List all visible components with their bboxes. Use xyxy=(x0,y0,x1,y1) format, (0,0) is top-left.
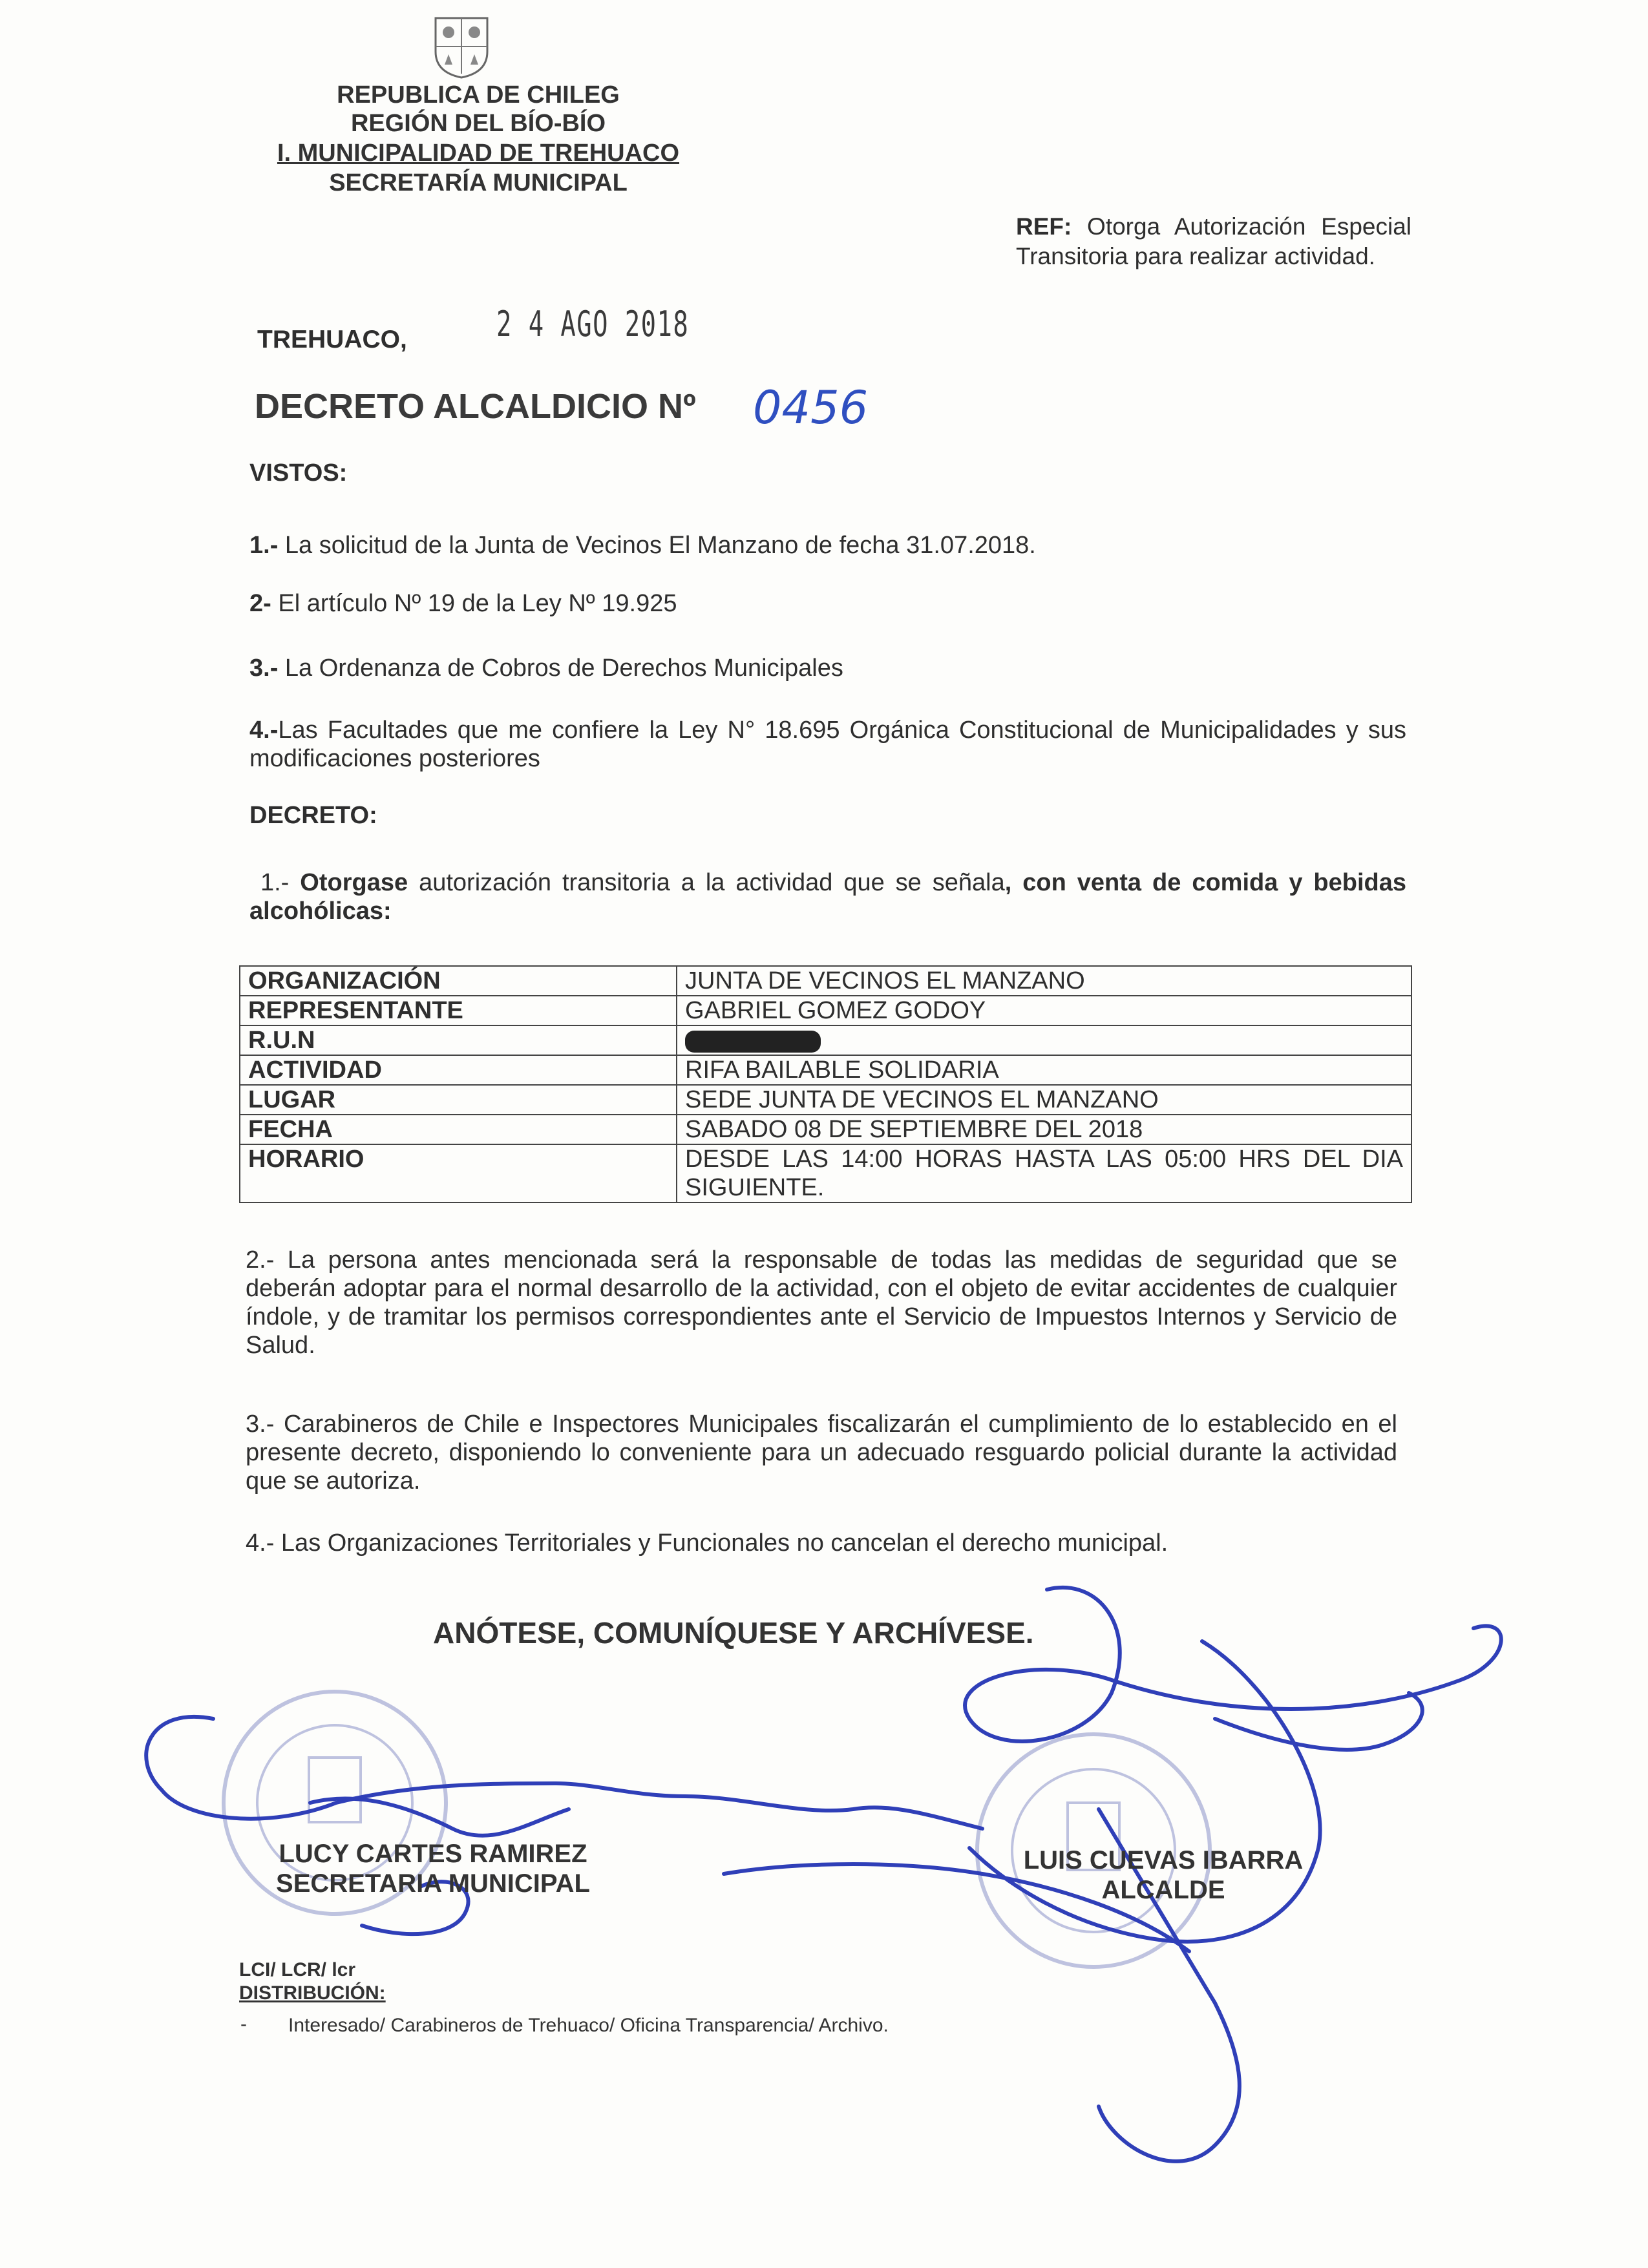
left-signatory xyxy=(252,1839,614,1898)
decreto-item-2: 2.- La persona antes mencionada será la responsable de todas las medidas de seguridad que se deberán adoptar para el normal desarrollo de la actividad, con el objeto de evitar accidentes de cualquier índole, y de tramitar los permisos correspondientes ante el Servicio de Impuestos Internos y Servicio de Salud. xyxy=(246,1246,1397,1359)
left-signature xyxy=(146,1717,982,1934)
header-department: SECRETARÍA MUNICIPAL xyxy=(329,169,628,196)
decree-number-handwritten: 0456 xyxy=(753,381,869,434)
closing-formula: ANÓTESE, COMUNÍQUESE Y ARCHÍVESE. xyxy=(433,1616,1034,1650)
decreto-item-3: 3.- Carabineros de Chile e Inspectores Municipales fiscalizarán el cumplimiento de lo establecido en el presente decreto, disponiendo lo conveniente para un adecuado resguardo policial durante la actividad que se autoriza. xyxy=(246,1411,1398,1495)
distribution-label: DISTRIBUCIÓN: xyxy=(239,1982,386,2004)
right-signatory-name: LUIS CUEVAS IBARRA xyxy=(1023,1846,1304,1874)
vistos-heading: VISTOS: xyxy=(249,459,348,487)
vistos-item-4: 4.-Las Facultades que me confiere la Ley N° 18.695 Orgánica Constitucional de Municipalidades y sus modificaciones posteriores xyxy=(249,717,1406,772)
table-row: HORARIO DESDE LAS 14:00 HORAS HASTA LAS 05:00 HRS DEL DIA SIGUIENTE. xyxy=(240,1144,1411,1202)
header-municipality: I. MUNICIPALIDAD DE TREHUACO xyxy=(277,140,680,167)
decreto-item-4: 4.- Las Organizaciones Territoriales y Funcionales no cancelan el derecho municipal. xyxy=(246,1529,1168,1557)
table-row: FECHA SABADO 08 DE SEPTIEMBRE DEL 2018 xyxy=(240,1115,1411,1144)
left-signatory-name: LUCY CARTES RAMIREZ xyxy=(279,1840,587,1868)
table-row: ACTIVIDAD RIFA BAILABLE SOLIDARIA xyxy=(240,1055,1411,1085)
place-label: TREHUACO, xyxy=(257,326,407,353)
vistos-item-3: 3.- La Ordenanza de Cobros de Derechos Municipales xyxy=(249,655,843,682)
ref-label: REF: xyxy=(1016,213,1072,240)
initials: LCI/ LCR/ lcr xyxy=(239,1959,356,1980)
table-row: REPRESENTANTE GABRIEL GOMEZ GODOY xyxy=(240,996,1411,1025)
table-row: ORGANIZACIÓN JUNTA DE VECINOS EL MANZANO xyxy=(240,966,1411,996)
date-stamp: 2 4 AGO 2018 xyxy=(496,304,690,344)
vistos-item-2: 2- El artículo Nº 19 de la Ley Nº 19.925 xyxy=(249,590,677,617)
header-region: REGIÓN DEL BÍO-BÍO xyxy=(350,110,606,137)
table-row: LUGAR SEDE JUNTA DE VECINOS EL MANZANO xyxy=(240,1085,1411,1115)
decreto-heading: DECRETO: xyxy=(249,802,377,829)
decreto-item-1: 1.- Otorgase autorización transitoria a la actividad que se señala, con venta de comida y bebidas alcohólicas: xyxy=(249,869,1407,925)
distribution-list: Interesado/ Carabineros de Trehuaco/ Oficina Transparencia/ Archivo. xyxy=(288,2015,889,2036)
right-signatory xyxy=(995,1845,1331,1905)
header-country: REPUBLICA DE CHILEG xyxy=(337,81,620,109)
distribution-bullet: - xyxy=(240,2013,247,2035)
right-signatory-role: ALCALDE xyxy=(1101,1876,1225,1904)
ref-text: Otorga Autorización Especial Transitoria para realizar actividad. xyxy=(1016,213,1412,269)
vistos-item-1: 1.- La solicitud de la Junta de Vecinos El Manzano de fecha 31.07.2018. xyxy=(249,532,1036,559)
table-row: R.U.N xyxy=(240,1025,1411,1055)
decree-title: DECRETO ALCALDICIO Nº xyxy=(255,387,696,426)
left-signatory-role: SECRETARIA MUNICIPAL xyxy=(276,1869,590,1898)
